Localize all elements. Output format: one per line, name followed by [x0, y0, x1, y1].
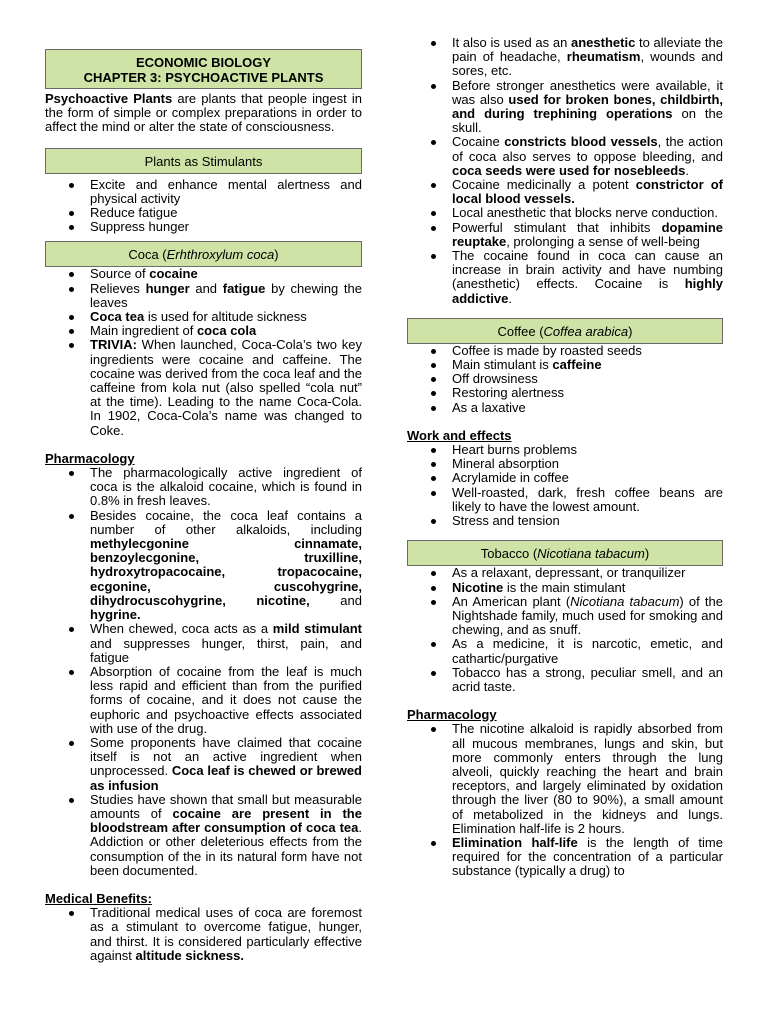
bold-text: Elimination half-life — [452, 834, 578, 850]
text: is used for altitude sickness — [144, 309, 307, 325]
list-item — [45, 906, 362, 963]
text: Main stimulant is — [452, 357, 553, 373]
list-item: As a medicine, it is narcotic, emetic, and cathartic/purgative — [407, 637, 723, 665]
bold-text: dopamine reuptake — [452, 219, 723, 249]
bold-text: cocaine are present in the bloodstream after consumption of coca tea — [90, 805, 362, 836]
text: and — [189, 280, 223, 296]
list-item: The pharmacologically active ingredient of coca is the alkaloid cocaine, which is found in 0.8% in fresh leaves. — [45, 466, 362, 509]
list-item: Stress and tension — [407, 514, 723, 528]
text: , wounds and sores, etc. — [452, 49, 723, 79]
list-item: As a relaxant, depressant, or tranquilizer — [407, 566, 723, 580]
text: to alleviate the pain of headache, — [452, 35, 723, 65]
medical-benefits-heading: Medical Benefits: — [45, 890, 152, 906]
list-item — [45, 622, 362, 665]
text: Cocaine medicinally a potent — [452, 177, 636, 193]
text: Powerful stimulant that inhibits — [452, 219, 662, 235]
coffee-heading-box — [407, 318, 723, 344]
right-column — [407, 0, 723, 879]
text: The cocaine found in coca can cause an increase in brain activity and have numbing (anesthetic) effects. Cocaine is — [452, 248, 723, 292]
list-item: Off drowsiness — [407, 372, 723, 386]
text: When launched, Coca-Cola’s two key ingredients were cocaine and caffeine. The cocaine was derived from the coca leaf and the caffeine from kola nut (also spelled “cola nut” at the time). Leading to the name Coca-Cola. In 1902, Coca-Cola’s name was changed to Coke. — [90, 337, 362, 438]
bold-text: methylecgonine cinnamate, benzoylecgonine, truxilline, hydroxytropacocaine, tropacocaine, ecgonine, cuscohygrine, dihydrocuscohygrine, nicotine, — [90, 536, 362, 608]
tobacco-heading-pre: Tobacco ( — [480, 546, 538, 562]
bold-text: altitude sickness. — [135, 947, 244, 963]
text: It also is used as an — [452, 35, 571, 50]
coffee-heading-post: ) — [628, 323, 633, 339]
text: is the main stimulant — [503, 579, 626, 595]
bold-text: constrictor of local blood vessels. — [452, 177, 723, 207]
list-item: Reduce fatigue — [45, 206, 362, 220]
text: . Addiction or other deleterious effects from the consumption of the in its natural form have not been documented. — [90, 820, 362, 878]
text: and — [309, 592, 362, 608]
coca-heading-pre: Coca ( — [128, 247, 167, 263]
coffee-list — [407, 344, 723, 415]
list-item — [45, 509, 362, 623]
text: on the skull. — [452, 106, 723, 136]
intro-paragraph — [45, 92, 362, 135]
stimulants-heading-box — [45, 148, 362, 174]
tobacco-list — [407, 566, 723, 694]
tobacco-heading-scientific: Nicotiana tabacum — [537, 546, 645, 562]
work-effects-list — [407, 443, 723, 528]
coca-pharmacology-heading: Pharmacology — [45, 450, 135, 466]
list-item — [407, 79, 723, 136]
list-item — [407, 595, 723, 638]
bold-text: anesthetic — [571, 35, 636, 50]
bold-text: coca cola — [196, 323, 257, 339]
medical-list-continued — [407, 36, 723, 306]
list-item: Absorption of cocaine from the leaf is much less rapid and efficient than from the purified forms of cocaine, and it does not cause the euphoric and psychoactive effects associated with use of the drug. — [45, 665, 362, 736]
bold-text: constricts blood vessels — [504, 134, 658, 150]
text: Source of — [90, 266, 150, 282]
tobacco-heading-post: ) — [644, 546, 650, 562]
text: , the action of coca also serves to oppose bleeding, and — [452, 134, 723, 164]
bold-text: rheumatism — [566, 49, 641, 65]
text: is the length of time required for the concentration of a particular substance (typically a drug) to — [452, 834, 723, 879]
bold-text: Nicotine — [452, 579, 504, 595]
list-item — [45, 736, 362, 793]
text: Studies have shown that small but measurable amounts of — [90, 791, 362, 821]
list-item: Suppress hunger — [45, 220, 362, 234]
text: Before stronger anesthetics were available, it was also — [452, 77, 723, 107]
work-effects-heading: Work and effects — [407, 427, 512, 443]
text: Traditional medical uses of coca are foremost as a stimulant to overcome fatigue, hunger, and thirst. It is considered particularly effective against — [90, 905, 362, 963]
text: . — [685, 162, 690, 178]
coca-heading-box — [45, 241, 362, 267]
text: and suppresses hunger, thirst, pain, and fatigue — [90, 635, 362, 665]
list-item — [407, 36, 723, 79]
list-item — [45, 324, 362, 338]
bold-text: caffeine — [552, 357, 602, 373]
list-item: Excite and enhance mental alertness and physical activity — [45, 178, 362, 206]
tobacco-pharmacology-list — [407, 722, 723, 878]
title-line-2: CHAPTER 3: PSYCHOACTIVE PLANTS — [83, 70, 324, 85]
coca-pharmacology-list — [45, 466, 362, 878]
bold-text: mild stimulant — [272, 621, 362, 637]
list-item — [407, 135, 723, 178]
title-box — [45, 49, 362, 89]
text: Relieves — [90, 280, 146, 296]
stimulants-heading: Plants as Stimulants — [144, 153, 263, 169]
list-item: Mineral absorption — [407, 457, 723, 471]
coffee-heading-scientific: Coffea arabica — [543, 323, 629, 339]
list-item — [407, 178, 723, 206]
text: An American plant ( — [452, 593, 571, 609]
list-item: Well-roasted, dark, fresh coffee beans are likely to have the lowest amount. — [407, 486, 723, 514]
list-item — [45, 338, 362, 437]
text: . — [508, 290, 512, 306]
bold-text: Coca leaf is chewed or brewed as infusion — [90, 763, 362, 793]
list-item — [407, 249, 723, 306]
list-item: The nicotine alkaloid is rapidly absorbed from all mucous membranes, lungs and skin, but more commonly enters through the lung alveoli, quickly reaching the heart and brain receptors, and largely eliminated by oxidation through the liver (80 to 90%), a small amount of metabolized in the kidneys and lungs. Elimination half-life is 2 hours. — [407, 722, 723, 836]
text: ) of the Nightshade family, much used for smoking and chewing, and as snuff. — [452, 593, 724, 638]
text: Some proponents have claimed that cocaine itself is not an active ingredient when unprocessed. — [90, 734, 362, 779]
title-line-1: ECONOMIC BIOLOGY — [135, 55, 272, 70]
coffee-heading-pre: Coffee ( — [497, 323, 544, 339]
text: by chewing the leaves — [90, 280, 362, 310]
tobacco-pharmacology-heading: Pharmacology — [407, 707, 497, 723]
list-item: Acrylamide in coffee — [407, 471, 723, 485]
coca-list — [45, 267, 362, 437]
list-item — [407, 836, 723, 879]
list-item — [45, 793, 362, 878]
coca-heading-scientific: Erhthroxylum coca — [166, 247, 275, 263]
tobacco-heading-box — [407, 540, 723, 566]
list-item — [45, 267, 362, 281]
text: Cocaine — [452, 134, 505, 150]
medical-list-start — [45, 906, 362, 963]
list-item — [407, 221, 723, 249]
intro-text: are plants that people ingest in the form of simple or complex preparations in order to affect the mind or alter the state of consciousness. — [45, 91, 362, 135]
text: , prolonging a sense of well-being — [506, 233, 700, 249]
bold-text: highly addictive — [452, 276, 723, 306]
bold-text: cocaine — [149, 266, 198, 282]
bold-text: Coca tea — [90, 309, 145, 325]
italic-text: Nicotiana tabacum — [570, 593, 680, 609]
list-item — [45, 282, 362, 310]
bold-text: hygrine. — [90, 607, 141, 623]
list-item: As a laxative — [407, 401, 723, 415]
list-item: Coffee is made by roasted seeds — [407, 344, 723, 358]
list-item: Heart burns problems — [407, 443, 723, 457]
bold-text: used for broken bones, childbirth, and during trephining operations — [452, 91, 723, 122]
coca-heading-post: ) — [274, 247, 279, 263]
bold-text: TRIVIA: — [90, 337, 137, 353]
intro-term: Psychoactive Plants — [45, 91, 173, 106]
list-item: Restoring alertness — [407, 386, 723, 400]
bold-text: coca seeds were used for nosebleeds — [452, 162, 686, 178]
list-item: Tobacco has a strong, peculiar smell, and an acrid taste. — [407, 666, 723, 694]
left-column — [45, 0, 362, 963]
text: Main ingredient of — [90, 323, 197, 339]
list-item — [407, 358, 723, 372]
bold-text: fatigue — [222, 280, 266, 296]
text: Besides cocaine, the coca leaf contains a number of other alkaloids, including — [90, 507, 362, 537]
list-item — [407, 581, 723, 595]
bold-text: hunger — [145, 280, 190, 296]
text: When chewed, coca acts as a — [90, 621, 273, 637]
list-item: Local anesthetic that blocks nerve conduction. — [407, 206, 723, 220]
stimulants-list — [45, 178, 362, 235]
list-item — [45, 310, 362, 324]
